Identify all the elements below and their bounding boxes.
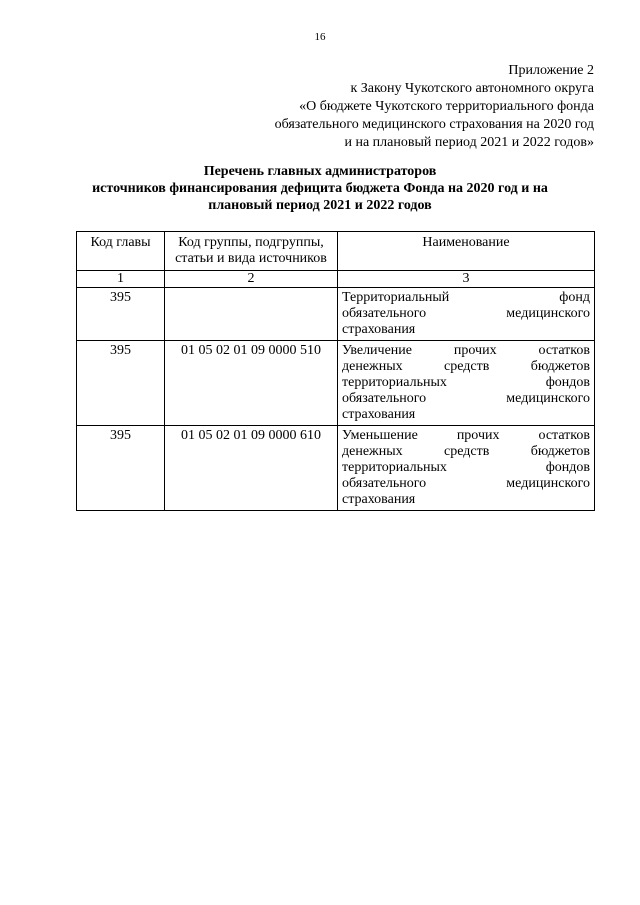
header-source-code: [165, 232, 338, 271]
header-source-code-line: статьи и вида источников: [175, 251, 327, 266]
appendix-line: Приложение 2: [508, 63, 594, 78]
appendix-line: «О бюджете Чукотского территориального фонда: [299, 99, 594, 114]
name-line: обязательного медицинского: [342, 476, 590, 491]
name-cell: [338, 426, 595, 511]
appendix-line: к Закону Чукотского автономного округа: [350, 81, 594, 96]
name-line: обязательного медицинского: [342, 391, 590, 406]
name-line: территориальных фондов: [342, 460, 590, 475]
table-row: [77, 426, 595, 511]
name-line: страхования: [342, 322, 416, 337]
column-number: 3: [338, 271, 595, 288]
table-row: [77, 288, 595, 341]
chapter-code-cell: 395: [77, 341, 165, 426]
name-line: страхования: [342, 492, 416, 507]
column-number: 2: [165, 271, 338, 288]
title-line: источников финансирования дефицита бюджета Фонда на 2020 год и на: [92, 181, 548, 196]
name-line: Территориальный фонд: [342, 290, 590, 305]
table-row: [77, 341, 595, 426]
appendix-line: и на плановый период 2021 и 2022 годов»: [344, 135, 594, 150]
source-code-cell: 01 05 02 01 09 0000 510: [165, 341, 338, 426]
appendix-reference: [174, 62, 594, 152]
administrators-table: [76, 231, 595, 511]
column-number: 1: [77, 271, 165, 288]
table-header-row: [77, 232, 595, 271]
document-title: [60, 163, 580, 214]
name-cell: [338, 341, 595, 426]
source-code-cell: 01 05 02 01 09 0000 610: [165, 426, 338, 511]
name-line: страхования: [342, 407, 416, 422]
chapter-code-cell: 395: [77, 426, 165, 511]
name-cell: [338, 288, 595, 341]
appendix-line: обязательного медицинского страхования на 2020 год: [274, 117, 594, 132]
title-line: плановый период 2021 и 2022 годов: [208, 198, 432, 213]
header-chapter-code: Код главы: [77, 232, 165, 271]
name-line: Увеличение прочих остатков: [342, 343, 590, 358]
name-line: обязательного медицинского: [342, 306, 590, 321]
header-source-code-line: Код группы, подгруппы,: [178, 235, 324, 250]
name-line: территориальных фондов: [342, 375, 590, 390]
table-number-row: [77, 271, 595, 288]
chapter-code-cell: 395: [77, 288, 165, 341]
name-line: денежных средств бюджетов: [342, 444, 590, 459]
page-number: 16: [314, 31, 326, 43]
source-code-cell: [165, 288, 338, 341]
title-line: Перечень главных администраторов: [203, 164, 437, 179]
name-line: денежных средств бюджетов: [342, 359, 590, 374]
header-name: Наименование: [338, 232, 595, 271]
name-line: Уменьшение прочих остатков: [342, 428, 590, 443]
